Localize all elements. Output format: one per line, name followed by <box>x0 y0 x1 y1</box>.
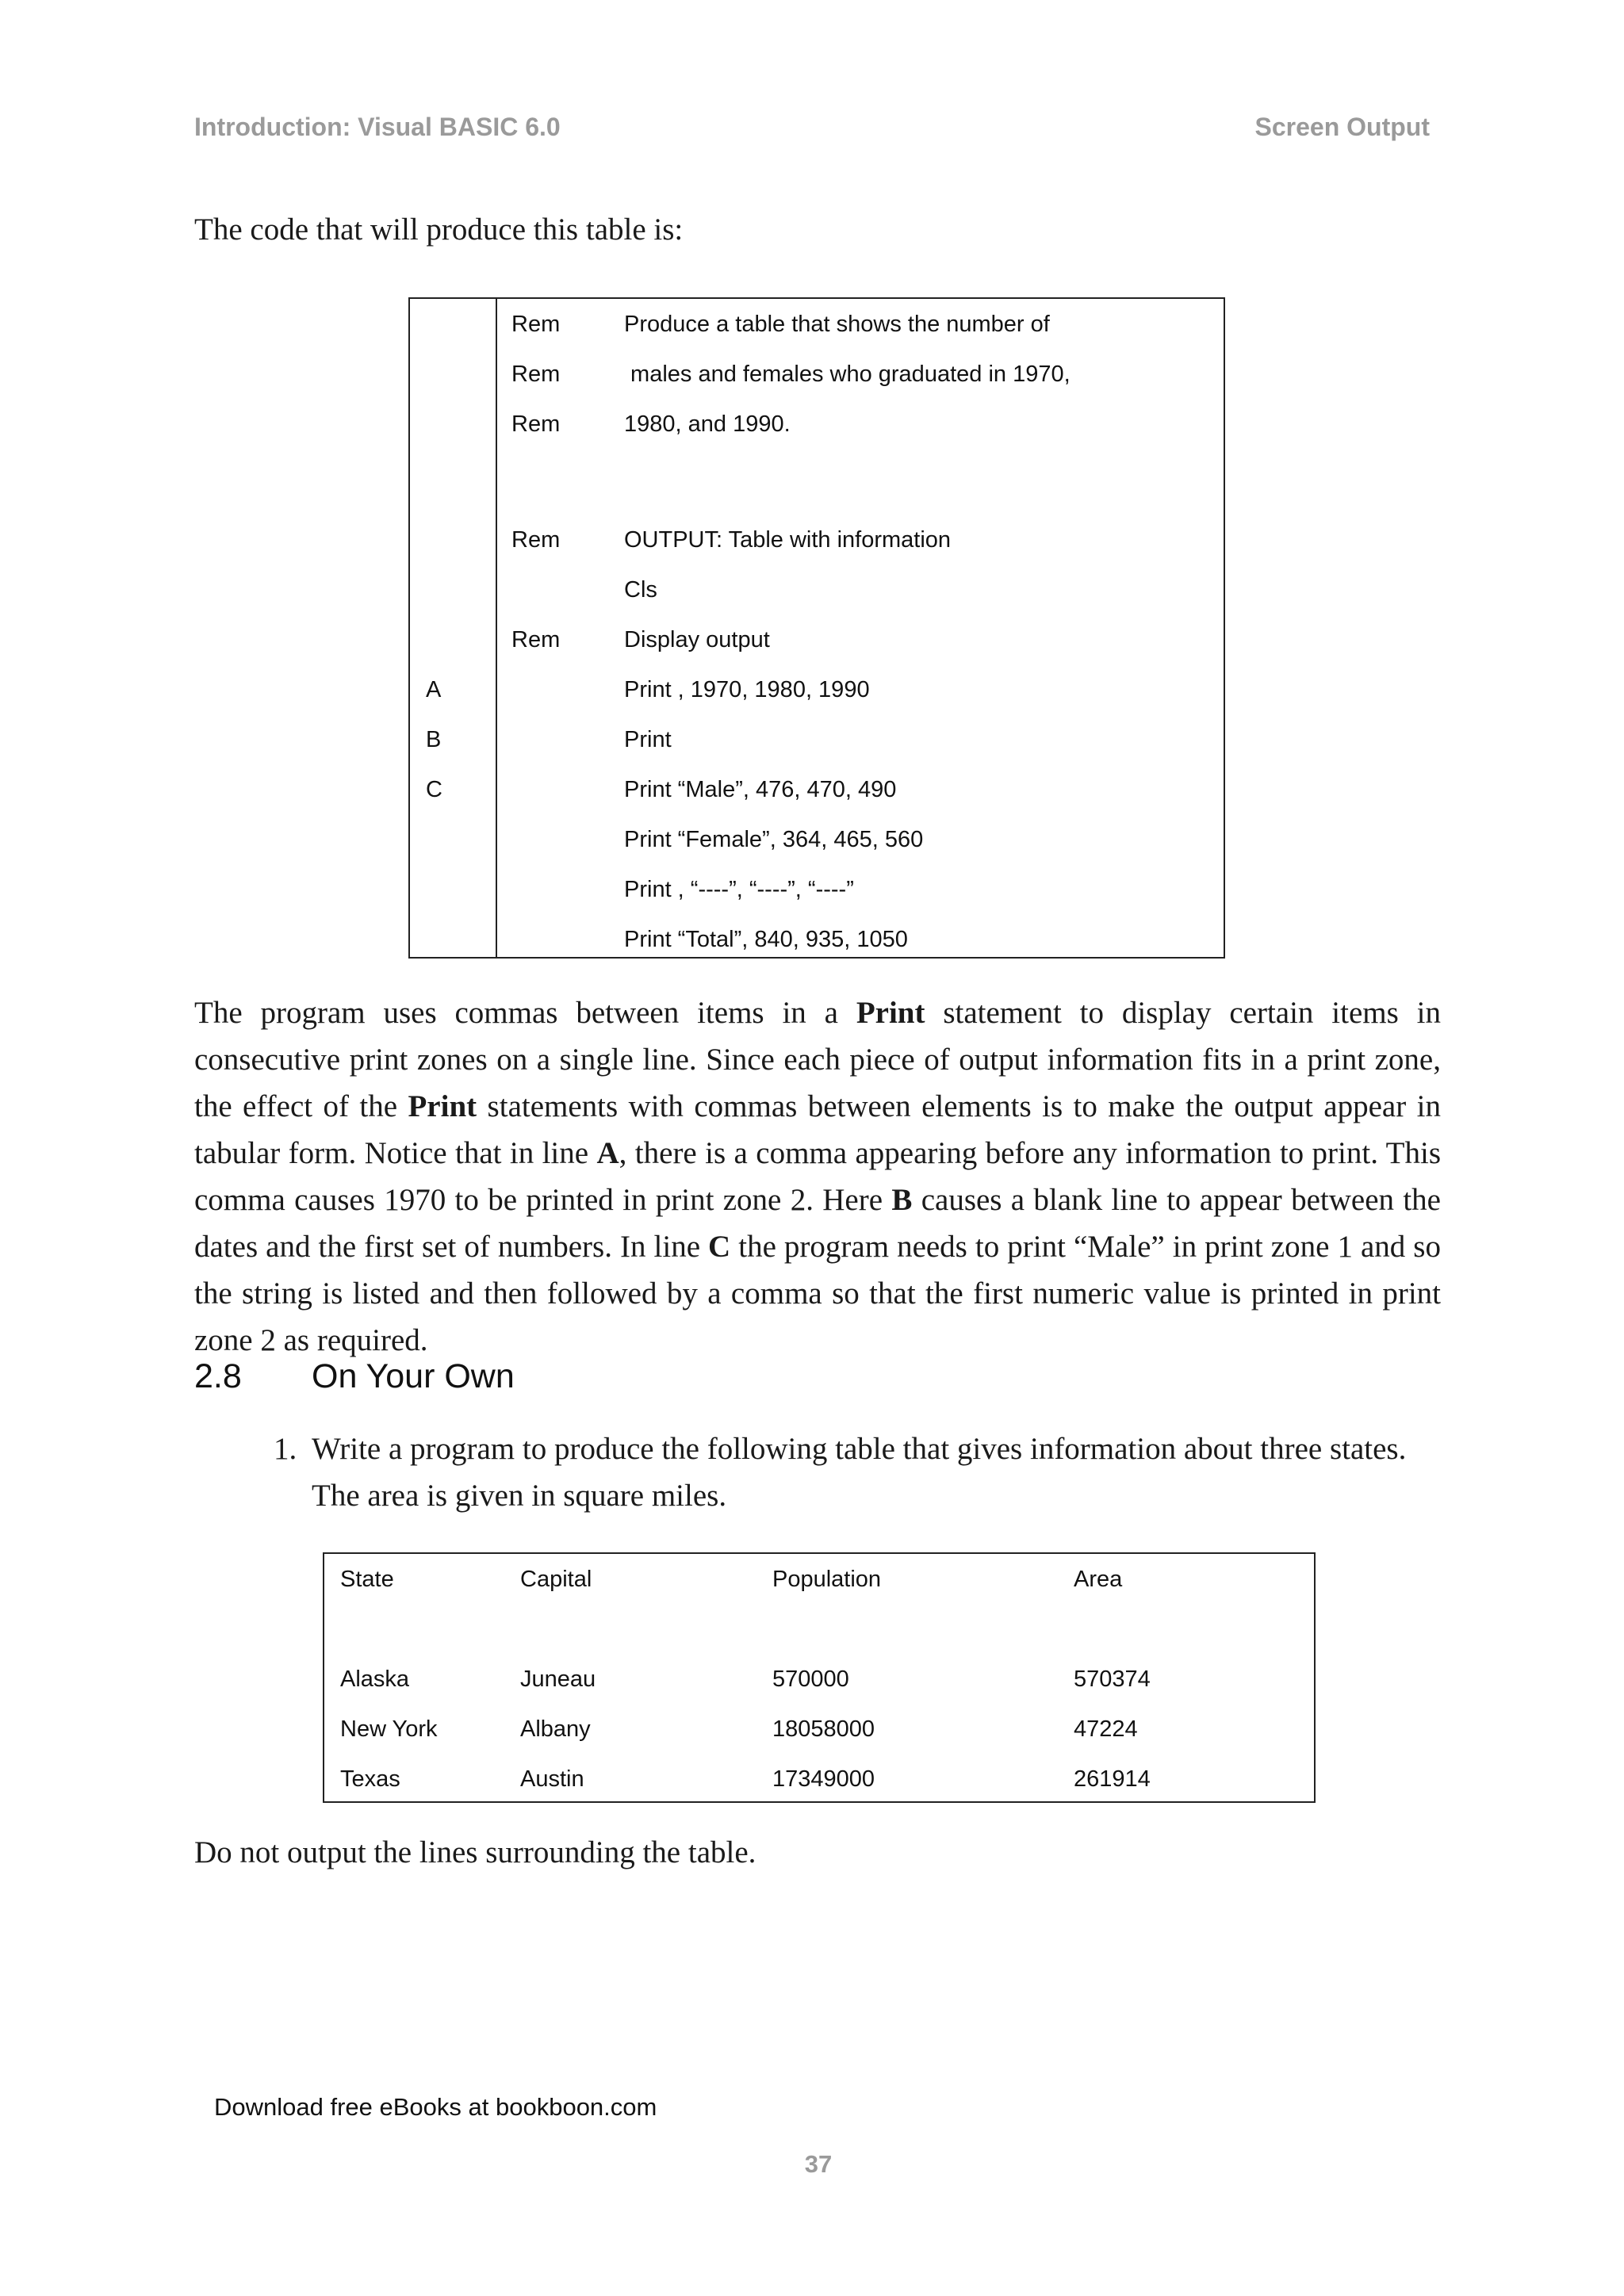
code-line <box>410 308 1224 340</box>
intro-sentence: The code that will produce this table is: <box>194 212 684 247</box>
footer-ebook-link[interactable]: Download free eBooks at bookboon.com <box>214 2093 657 2121</box>
table-row <box>324 1713 1314 1745</box>
table-header-cell: Population <box>772 1567 882 1592</box>
table-cell: 17349000 <box>772 1766 875 1792</box>
code-line-text: Print “Male”, 476, 470, 490 <box>624 777 897 802</box>
body-text: The program uses commas between items in a <box>194 996 856 1030</box>
body-text: statements with commas between elements is to make the output appear in tabular form. Notice that in line <box>194 1089 1441 1170</box>
table-header-cell: State <box>340 1567 394 1592</box>
code-line-keyword: Rem <box>511 362 561 387</box>
table-cell: Albany <box>520 1716 591 1742</box>
table-cell: 261914 <box>1074 1766 1151 1792</box>
table-cell: Alaska <box>340 1667 410 1692</box>
states-table <box>323 1552 1316 1803</box>
table-cell: 18058000 <box>772 1716 875 1742</box>
code-line-text: Cls <box>624 577 657 603</box>
table-header-row <box>324 1563 1314 1595</box>
code-line-text: OUTPUT: Table with information <box>624 527 952 553</box>
running-header <box>194 113 1430 147</box>
code-line-text: Print , “----”, “----”, “----” <box>624 877 854 902</box>
code-line <box>410 408 1224 440</box>
explanation-paragraph <box>194 989 1441 1364</box>
body-bold: Print <box>856 996 925 1030</box>
code-line-label: B <box>426 727 442 752</box>
code-line-keyword: Rem <box>511 627 561 652</box>
table-cell: 570374 <box>1074 1667 1151 1692</box>
code-line-text: 1980, and 1990. <box>624 411 791 437</box>
body-bold: Print <box>408 1089 477 1123</box>
table-header-cell: Capital <box>520 1567 592 1592</box>
table-cell: Austin <box>520 1766 584 1792</box>
page-number: 37 <box>804 2150 833 2178</box>
table-header-cell: Area <box>1074 1567 1123 1592</box>
body-text: , there is a comma appearing before any information to print. This comma causes 1970 to be printed in print zone 2. Here <box>194 1136 1441 1217</box>
code-line <box>410 724 1224 756</box>
code-line-keyword: Rem <box>511 312 561 337</box>
body-bold: A <box>596 1136 619 1170</box>
code-line <box>410 624 1224 656</box>
code-line-text: males and females who graduated in 1970, <box>624 362 1071 387</box>
body-text: the program needs to print “Male” in print zone 1 and so the string is listed and then followed by a comma so that the first numeric value is printed in print zone 2 as required. <box>194 1230 1441 1357</box>
code-line-text: Print “Total”, 840, 935, 1050 <box>624 927 908 952</box>
table-cell: 570000 <box>772 1667 849 1692</box>
code-line <box>410 524 1224 556</box>
body-text: statement to display certain items in consecutive print zones on a single line. Since each piece of output information fits in a print zone, the effect of the <box>194 996 1441 1123</box>
code-line <box>410 774 1224 806</box>
exercise-text: Write a program to produce the following table that gives information about three states. The area is given in square miles. <box>312 1432 1407 1513</box>
table-cell: 47224 <box>1074 1716 1138 1742</box>
code-line-text: Display output <box>624 627 770 652</box>
code-listing-table <box>408 297 1225 959</box>
closing-sentence: Do not output the lines surrounding the table. <box>194 1835 756 1869</box>
header-chapter-title: Screen Output <box>1254 113 1430 141</box>
code-line-text: Produce a table that shows the number of <box>624 312 1050 337</box>
table-cell: Texas <box>340 1766 400 1792</box>
section-title: On Your Own <box>312 1357 515 1395</box>
code-line-text: Print <box>624 727 672 752</box>
code-line <box>410 674 1224 706</box>
code-line-keyword: Rem <box>511 411 561 437</box>
table-row <box>324 1763 1314 1795</box>
section-number: 2.8 <box>194 1357 242 1395</box>
code-line-label: C <box>426 777 442 802</box>
body-bold: C <box>708 1230 731 1264</box>
table-cell: Juneau <box>520 1667 596 1692</box>
code-line <box>410 924 1224 955</box>
body-bold: B <box>891 1183 913 1217</box>
code-line-text: Print , 1970, 1980, 1990 <box>624 677 870 702</box>
code-line-text: Print “Female”, 364, 465, 560 <box>624 827 924 852</box>
code-line-label: A <box>426 677 442 702</box>
code-line <box>410 574 1224 606</box>
table-cell: New York <box>340 1716 438 1742</box>
code-line-keyword: Rem <box>511 527 561 553</box>
table-row <box>324 1663 1314 1695</box>
body-text: causes a blank line to appear between the dates and the first set of numbers. In line <box>194 1183 1441 1264</box>
header-book-title: Introduction: Visual BASIC 6.0 <box>194 113 561 141</box>
code-line <box>410 824 1224 855</box>
exercise-number: 1. <box>274 1432 297 1466</box>
code-line <box>410 874 1224 905</box>
code-line <box>410 358 1224 390</box>
